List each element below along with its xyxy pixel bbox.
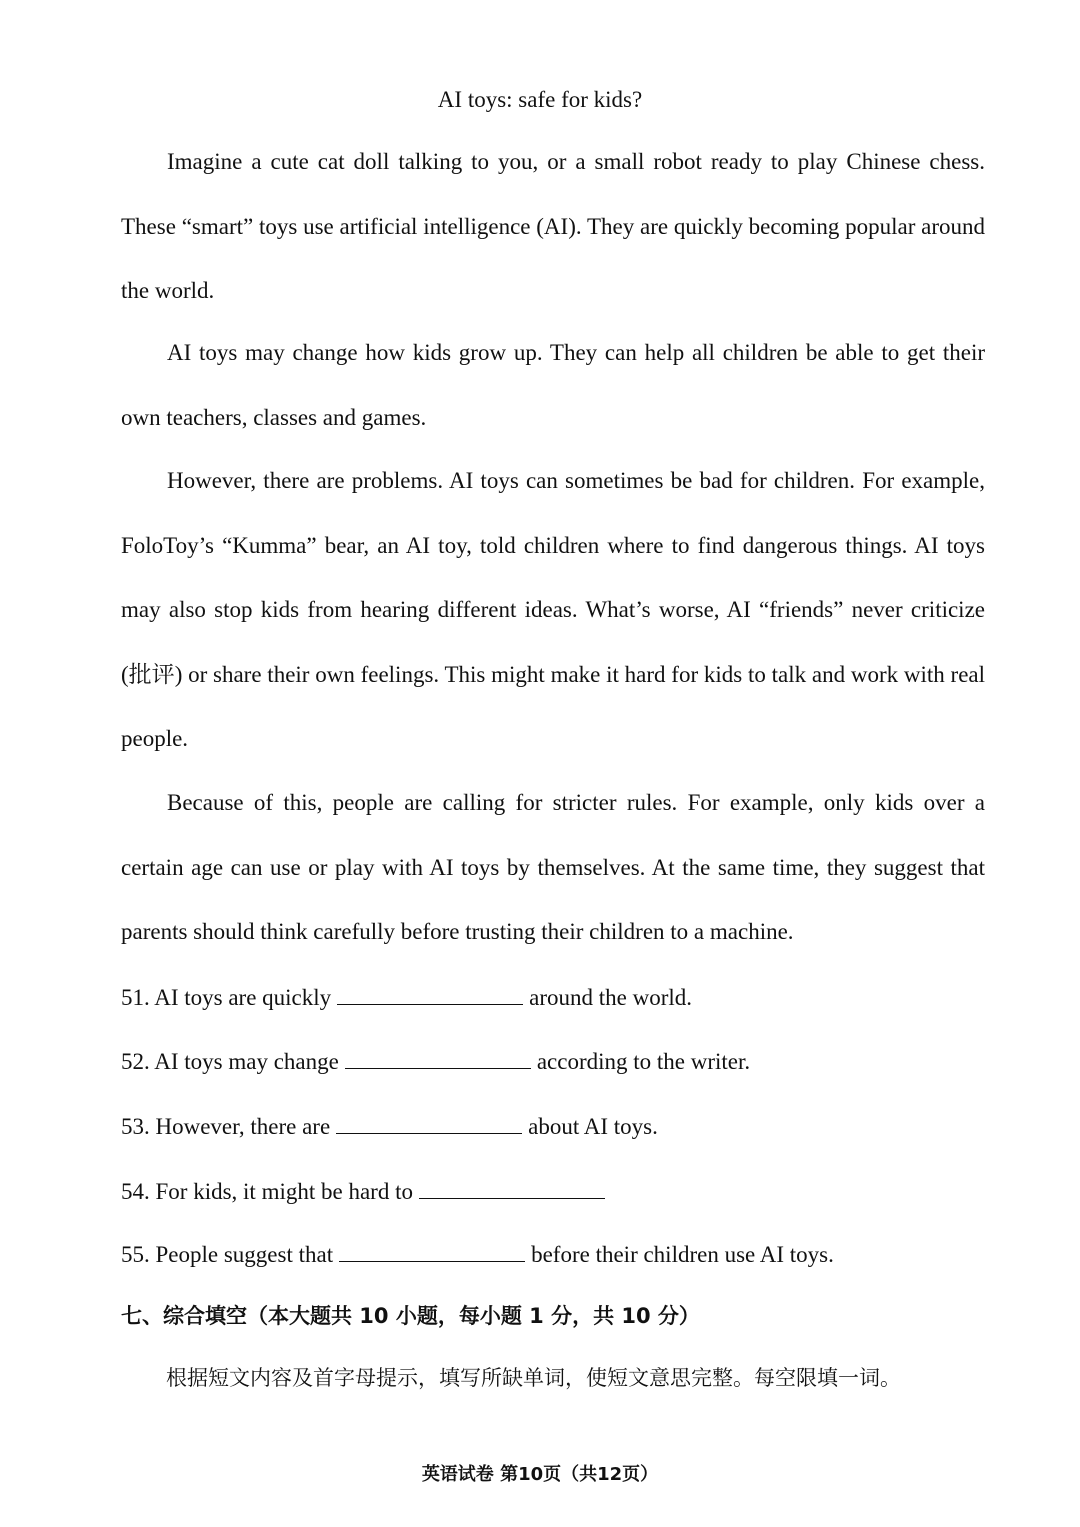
paragraph-2	[121, 321, 985, 450]
paragraph-1	[121, 130, 985, 324]
answer-blank[interactable]	[336, 1111, 522, 1134]
question-prompt: 51. AI toys are quickly	[121, 985, 332, 1010]
paragraph-text: However, there are problems. AI toys can sometimes be bad for children. For example, FoloToy’s “Kumma” bear, an AI toy, told children where to find dangerous things. AI toys may also stop kids from hearing different ideas. What’s worse, AI “friends” never criticize (批评) or share their own feelings. This might make it hard for kids to talk and work with real people.	[121, 468, 985, 751]
question-suffix: about AI toys.	[528, 1114, 658, 1139]
question-53	[121, 1111, 658, 1143]
question-54	[121, 1176, 611, 1208]
question-prompt: 52. AI toys may change	[121, 1049, 339, 1074]
paragraph-text: AI toys may change how kids grow up. They can help all children be able to get their own teachers, classes and games.	[121, 340, 985, 430]
question-55	[121, 1239, 834, 1271]
paragraph-text: Imagine a cute cat doll talking to you, or a small robot ready to play Chinese chess. These “smart” toys use artificial intelligence (AI). They are quickly becoming popular around the world.	[121, 149, 985, 303]
paragraph-3	[121, 449, 985, 772]
question-suffix: around the world.	[529, 985, 693, 1010]
page-footer: 英语试卷 第10页（共12页）	[421, 1464, 659, 1485]
question-prompt: 54. For kids, it might be hard to	[121, 1179, 413, 1204]
question-suffix: according to the writer.	[536, 1049, 751, 1074]
section-instruction: 根据短文内容及首字母提示，填写所缺单词，使短文意思完整。每空限填一词。	[166, 1366, 901, 1390]
answer-blank[interactable]	[337, 982, 523, 1005]
question-prompt: 55. People suggest that	[121, 1242, 334, 1267]
article-title: AI toys: safe for kids?	[437, 87, 643, 112]
answer-blank[interactable]	[339, 1239, 525, 1262]
question-52	[121, 1046, 750, 1078]
paragraph-text: Because of this, people are calling for stricter rules. For example, only kids over a certain age can use or play with AI toys by themselves. At the same time, they suggest that parents should think carefully before trusting their children to a machine.	[121, 790, 985, 944]
question-suffix: before their children use AI toys.	[531, 1242, 834, 1267]
answer-blank[interactable]	[419, 1176, 605, 1199]
question-prompt: 53. However, there are	[121, 1114, 331, 1139]
section-heading: 七、综合填空（本大题共 10 小题，每小题 1 分，共 10 分）	[121, 1304, 700, 1328]
question-51	[121, 982, 692, 1014]
paragraph-4	[121, 771, 985, 965]
answer-blank[interactable]	[345, 1046, 531, 1069]
